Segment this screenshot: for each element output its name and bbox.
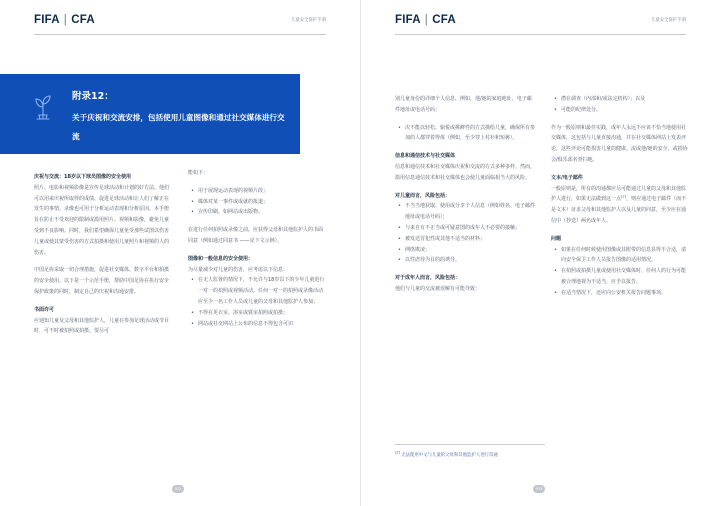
section-heading: 庆祝与交流：18岁以下球员图像的安全使用 [34,174,131,180]
left-column-1 [34,168,172,344]
bullet-item: • 在无人监督的情况下，不允许与18岁以下的少年儿童进行一对一的拍照或视频活动。任何一对一的拍照或录像活动应至少一名工作人员或儿童的父母和其他监护人参加； [188,275,326,307]
section-heading: 文本/电子邮件 [551,174,583,181]
bullet-item: • 潜在调查（内部和/或法定机构）；以及 [551,94,689,105]
paragraph: 应通知儿童及父母和其他监护人，儿童在参加足球活动或节目时，可不时被拍照或拍摄。要尽可 [34,317,170,335]
bullet-item: • 网络欺凌； [395,245,535,256]
paragraph: 为尽量减少对儿童的伤害，应考虑以下信息： [188,266,289,273]
bullet-item: • 宣传印刷、如网站或出版物。 [188,207,326,218]
section-heading: 对于成年人而言，风险包括： [395,275,461,282]
footnote-text: 无法使用中文与儿童的父母和其他监护人进行沟通 [401,453,498,458]
bullet-item: • 决不能以轻松、愉悦或挑衅性的方式描绘儿童，确保所有参加的人都穿着得体（例如，至少穿上衬衫和短裤）。 [395,123,535,145]
right-column-2 [551,94,689,306]
header-divider [395,34,686,35]
bullet-item: • 不当当地获取、使用或分享个人信息（例如姓名、电子邮件地址或电话号码）； [395,201,535,223]
footnote-marker: [2] [395,450,400,455]
appendix-banner [0,74,300,154]
bullet-item: • 可能的纪律处分。 [551,105,689,116]
fifa-cfa-logo: FIFA | CFA [34,14,95,26]
paragraph: 照片、电影和视频影像是宣传足球活动和计划的好方法。他们可以用来庆祝所取得的成绩、促进足球活动和让人们了解正在发生的事情。录像也可用于分析运动表现和分析原因。本手册旨在防止不受欢迎的限制或滥用照片、视频和影像，避免儿童受到不良影响。同时，我们希望确保儿童免受那些试图以伤害儿童或使其蒙受伤害的方式拍摄和使用儿童照片和视频的人的伤害。 [34,184,170,256]
footnote-ref: [2] [621,194,627,199]
section-heading: 图像和一般信息的安全使用： [188,255,254,262]
bullet-item: • 网站或社交网站上公布的信息不得包含可识 [188,319,326,330]
section-heading: 问题 [551,235,562,242]
footnote-divider [395,444,545,445]
paragraph: 信息和通信技术和社交媒体庆祝和交流的方式多种多样。然而，滥用信息通信技术和社交媒体也会使儿童面临相当大的风险。 [395,163,536,181]
bullet-item: • 被发送冒犯性或其他不适当的材料； [395,234,535,245]
right-page [360,0,720,506]
paragraph: 能如下： [188,170,209,176]
bullet-item: • 在适当情况下，还应向公安机关报告问题事项。 [551,288,689,299]
bullet-item: • 与来自有不正当或可疑意图的成年人不必要的接触； [395,223,535,234]
plant-sprout-icon [34,94,52,120]
bullet-item: • 媒体对某一事件或成就的报道； [188,197,326,208]
page-number: 072 [172,485,184,493]
paragraph: 在进行任何拍照或录像之前，应获得父母和其他监护人的书面同意（例如通过同意书 ——见下文示例）。 [188,227,324,244]
page-header [34,14,326,30]
bullet-item: • 不得在更衣室、浴室或寝室拍照或拍摄； [188,308,326,319]
running-head: 儿童安全保护手册 [650,18,686,23]
header-divider [34,34,326,35]
page-number: 073 [533,485,545,493]
left-column-2 [188,168,326,336]
running-head: 儿童安全保护手册 [290,18,326,23]
bullet-item: • 用于展现运动表现的视频片段； [188,186,326,197]
section-heading: 信息和通信技术与社交媒体 [395,153,456,160]
appendix-number: 附录12： [72,91,114,102]
section-heading: 对儿童而言，风险包括： [395,192,451,199]
right-column-1 [395,94,535,295]
footnote [395,452,685,458]
paragraph: 他们与儿童的交流被误解有可能导致： [395,285,481,292]
bullet-item: • 如果在任何时候使用图像或其附带的信息显得不合适，请向安全保卫工作人员报告图像的适用情况。 [551,245,689,267]
bullet-item: • 以性虐待为目的的诱导。 [395,255,535,266]
section-heading: 书面许可 [34,306,55,313]
bullet-item: • 在拍照或拍摄儿童或使用社交媒体时，任何人的行为可能被合理地视为不适当，应予以报告。 [551,266,689,288]
paragraph: 别儿童身份的详细个人信息，例如，他/她的家庭地址、电子邮件地址或电话号码； [395,96,532,113]
paragraph: 中国足协采取一切合理措施，促进社交媒体、数字平台和拍摄的安全使用。以下是一个示范手册，帮助中国足协在执行安全保护政策的同时，制定自己的庆祝和沟通安排。 [34,267,170,295]
paragraph: 一般原则是，所有的沟通都应尽可能通过儿童的父母和其他监护人进行，如果无法做到这一点[2]，则应通过电子邮件（而不是文本）征求父母和其他监护人以及儿童的同意，至少应在通信中（抄送）两名成年人。 [551,185,687,224]
paragraph: 作为一般原则和最佳实践，成年人永远不应该不恰当地使用社交媒体，这包括与儿童直接沟通，并在社交媒体网站上发表评论，这些评论可能损害儿童的健康、流或他/她的安全、或损协会/俱乐部名誉扫地。 [551,124,688,163]
appendix-title: 关于庆祝和交流安排，包括使用儿童图像和通过社交媒体进行交流 [72,113,285,141]
fifa-cfa-logo: FIFA | CFA [395,14,456,26]
page-header [395,14,686,30]
